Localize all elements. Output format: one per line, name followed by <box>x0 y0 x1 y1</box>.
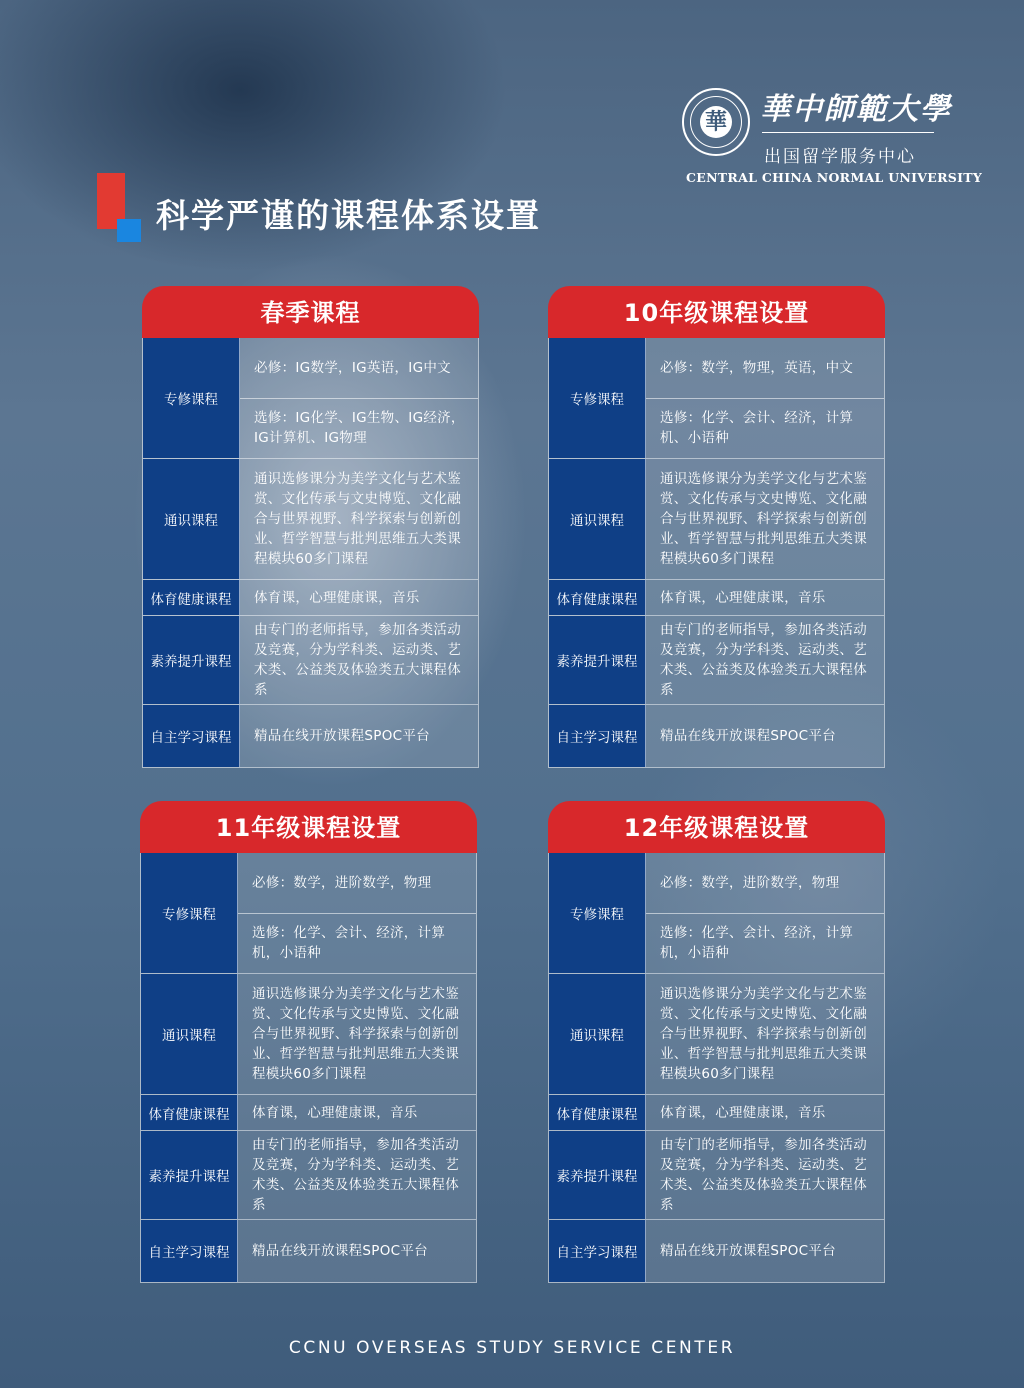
course-category: 专修课程 <box>549 338 646 458</box>
course-detail: 由专门的老师指导，参加各类活动及竞赛，分为学科类、运动类、艺术类、公益类及体验类五大课程体系 <box>646 616 884 704</box>
course-row <box>141 1130 476 1219</box>
course-detail: 选修：化学、会计、经济，计算机，小语种 <box>238 913 476 974</box>
seal-character: 華 <box>700 106 732 138</box>
course-detail: 由专门的老师指导，参加各类活动及竞赛，分为学科类、运动类、艺术类、公益类及体验类五大课程体系 <box>646 1131 884 1219</box>
course-table <box>142 338 479 768</box>
course-detail: 精品在线开放课程SPOC平台 <box>238 1220 476 1282</box>
course-category: 素养提升课程 <box>549 616 646 704</box>
course-card <box>140 801 477 1283</box>
course-category: 通识课程 <box>549 459 646 579</box>
course-detail: 精品在线开放课程SPOC平台 <box>646 1220 884 1282</box>
course-row <box>549 704 884 767</box>
course-table <box>140 853 477 1283</box>
course-detail: 通识选修课分为美学文化与艺术鉴赏、文化传承与文史博览、文化融合与世界视野、科学探索与创新创业、哲学智慧与批判思维五大类课程模块60多门课程 <box>238 974 476 1094</box>
course-row <box>141 973 476 1094</box>
heading-decoration-blue <box>117 219 141 242</box>
card-title: 10年级课程设置 <box>548 286 885 338</box>
course-row <box>549 1219 884 1282</box>
course-detail: 必修：数学，进阶数学，物理 <box>646 853 884 913</box>
course-category: 体育健康课程 <box>549 580 646 615</box>
course-category: 通识课程 <box>549 974 646 1094</box>
course-detail: 必修：数学，物理，英语，中文 <box>646 338 884 398</box>
course-category: 素养提升课程 <box>549 1131 646 1219</box>
course-category: 专修课程 <box>141 853 238 973</box>
course-card <box>548 286 885 768</box>
course-detail: 体育课，心理健康课，音乐 <box>238 1095 476 1130</box>
course-detail: 选修：IG化学、IG生物、IG经济，IG计算机、IG物理 <box>240 398 478 459</box>
course-row <box>549 1130 884 1219</box>
course-category: 自主学习课程 <box>143 705 240 767</box>
course-category: 自主学习课程 <box>549 1220 646 1282</box>
course-row <box>141 853 476 973</box>
course-detail: 体育课，心理健康课，音乐 <box>240 580 478 615</box>
course-detail: 由专门的老师指导，参加各类活动及竞赛，分为学科类、运动类、艺术类、公益类及体验类五大课程体系 <box>240 616 478 704</box>
course-table <box>548 853 885 1283</box>
course-category: 体育健康课程 <box>549 1095 646 1130</box>
card-title: 春季课程 <box>142 286 479 338</box>
course-row <box>549 973 884 1094</box>
course-category: 体育健康课程 <box>143 580 240 615</box>
course-detail: 通识选修课分为美学文化与艺术鉴赏、文化传承与文史博览、文化融合与世界视野、科学探索与创新创业、哲学智慧与批判思维五大类课程模块60多门课程 <box>240 459 478 579</box>
course-detail: 选修：化学、会计、经济，计算机，小语种 <box>646 913 884 974</box>
course-card <box>142 286 479 768</box>
course-detail: 通识选修课分为美学文化与艺术鉴赏、文化传承与文史博览、文化融合与世界视野、科学探索与创新创业、哲学智慧与批判思维五大类课程模块60多门课程 <box>646 459 884 579</box>
course-detail: 由专门的老师指导，参加各类活动及竞赛，分为学科类、运动类、艺术类、公益类及体验类五大课程体系 <box>238 1131 476 1219</box>
course-row <box>549 458 884 579</box>
course-detail: 体育课，心理健康课，音乐 <box>646 1095 884 1130</box>
footer-text: CCNU OVERSEAS STUDY SERVICE CENTER <box>288 1338 736 1358</box>
course-category: 专修课程 <box>549 853 646 973</box>
course-category: 通识课程 <box>143 459 240 579</box>
course-category: 通识课程 <box>141 974 238 1094</box>
card-title: 12年级课程设置 <box>548 801 885 853</box>
course-category: 专修课程 <box>143 338 240 458</box>
university-name-cn: 華中師範大學 <box>760 92 952 127</box>
course-detail: 体育课，心理健康课，音乐 <box>646 580 884 615</box>
course-row <box>143 458 478 579</box>
course-row <box>143 615 478 704</box>
course-detail: 选修：化学、会计、经济，计算机、小语种 <box>646 398 884 459</box>
course-category: 体育健康课程 <box>141 1095 238 1130</box>
card-title: 11年级课程设置 <box>140 801 477 853</box>
page-title: 科学严谨的课程体系设置 <box>156 196 541 235</box>
course-detail: 必修：数学，进阶数学，物理 <box>238 853 476 913</box>
course-category: 素养提升课程 <box>141 1131 238 1219</box>
course-card <box>548 801 885 1283</box>
course-table <box>548 338 885 768</box>
course-row <box>143 338 478 458</box>
course-category: 自主学习课程 <box>549 705 646 767</box>
university-logo <box>678 84 983 188</box>
university-name-en: CENTRAL CHINA NORMAL UNIVERSITY <box>686 170 983 185</box>
course-category: 自主学习课程 <box>141 1220 238 1282</box>
course-detail: 通识选修课分为美学文化与艺术鉴赏、文化传承与文史博览、文化融合与世界视野、科学探索与创新创业、哲学智慧与批判思维五大类课程模块60多门课程 <box>646 974 884 1094</box>
course-row <box>143 704 478 767</box>
course-row <box>143 579 478 615</box>
course-category: 素养提升课程 <box>143 616 240 704</box>
course-row <box>549 338 884 458</box>
course-row <box>141 1219 476 1282</box>
course-detail: 精品在线开放课程SPOC平台 <box>240 705 478 767</box>
course-detail: 必修：IG数学，IG英语，IG中文 <box>240 338 478 398</box>
service-center-name: 出国留学服务中心 <box>764 147 916 167</box>
course-row <box>549 853 884 973</box>
logo-divider <box>762 132 934 133</box>
course-row <box>549 1094 884 1130</box>
course-row <box>141 1094 476 1130</box>
university-seal-icon <box>682 88 750 156</box>
course-row <box>549 579 884 615</box>
course-row <box>549 615 884 704</box>
course-detail: 精品在线开放课程SPOC平台 <box>646 705 884 767</box>
